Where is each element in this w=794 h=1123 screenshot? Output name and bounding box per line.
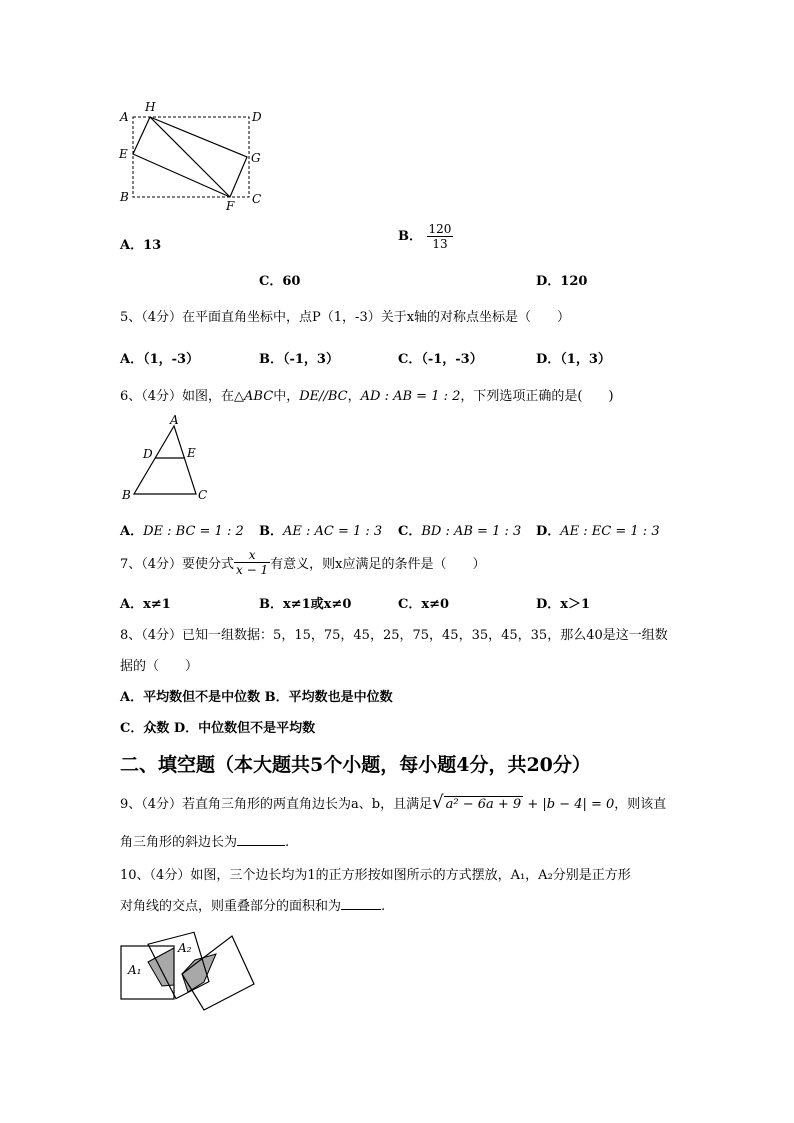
q10-line2-text: 对角线的交点，则重叠部分的面积和为 (120, 899, 342, 914)
squares-label-A1: A₁ (128, 963, 142, 977)
q6-stem-post: ，下列选项正确的是( ) (460, 389, 614, 404)
q6-option-c-label: C． (398, 524, 422, 539)
q4-option-b-fraction (427, 222, 454, 251)
triangle-figure (118, 412, 218, 504)
q4-option-b-label: B． (398, 229, 422, 244)
q9-pre: 9、（4分）若直角三角形的两直角边长为a、b，且满足 (120, 797, 433, 812)
sqrt-symbol: √ (432, 792, 444, 813)
squares-label-A2: A₂ (178, 941, 192, 955)
fig-label-D: D (252, 110, 262, 124)
q7-fraction-denominator: x − 1 (236, 563, 269, 577)
q8-stem-line1: 8、（4分）已知一组数据：5，15，75，45，25，75，45，35，45，35，那么40是这一组数 (120, 628, 668, 643)
q4-option-a[interactable]: A．13 (120, 238, 162, 253)
tri-label-D: D (143, 447, 153, 461)
q10-line1: 10、（4分）如图，三个边长均为1的正方形按如图所示的方式摆放，A₁，A₂分别是正方形 (120, 868, 631, 883)
q9-answer-blank[interactable] (237, 833, 285, 846)
fig-label-F: F (226, 199, 235, 213)
q6-stem-sep: ， (347, 389, 361, 404)
q6-stem-mid: 中， (273, 389, 300, 404)
fig-label-G: G (251, 151, 261, 165)
q7-stem-pre: 7、（4分）要使分式 (120, 557, 235, 572)
fig-label-H: H (145, 100, 156, 114)
q4-option-b-denominator: 13 (432, 237, 448, 251)
q5-option-a[interactable]: A．（1，-3） (120, 352, 200, 367)
q10-end: . (381, 899, 386, 914)
section-2-heading: 二、填空题（本大题共5个小题，每小题4分，共20分） (120, 754, 591, 776)
q6-option-b[interactable] (259, 520, 382, 539)
fig-label-B: B (120, 190, 129, 204)
q9-line1 (120, 792, 666, 813)
rectangle-figure (112, 96, 272, 216)
q5-option-d[interactable]: D．（1，3） (536, 352, 611, 367)
q7-stem-post: 有意义，则x应满足的条件是（ ） (270, 557, 486, 572)
q6-stem-parallel: DE//BC (299, 389, 348, 404)
q6-option-b-label: B． (259, 524, 283, 539)
squares-figure (116, 922, 260, 1014)
q6-stem-ratio: AD : AB = 1 : 2 (360, 389, 461, 404)
q8-options-cd[interactable]: C．众数 D．中位数但不是平均数 (120, 721, 316, 736)
q6-option-d[interactable] (536, 520, 660, 539)
q7-fraction (234, 548, 270, 577)
tri-label-E: E (187, 446, 196, 460)
q9-post: ，则该直 (614, 797, 667, 812)
q6-stem (120, 385, 614, 404)
q5-stem: 5、（4分）在平面直角坐标中，点P（1，-3）关于x轴的对称点坐标是（ ） (120, 310, 571, 325)
q6-option-d-text: AE : EC = 1 : 3 (560, 524, 660, 539)
q6-option-c[interactable] (398, 520, 521, 539)
q5-option-c[interactable]: C．（-1，-3） (398, 352, 483, 367)
fig-label-C: C (252, 192, 262, 206)
q9-line2 (120, 831, 289, 850)
q6-option-a[interactable] (120, 520, 244, 539)
tri-label-C: C (198, 488, 208, 502)
tri-label-B: B (122, 488, 131, 502)
q4-option-b[interactable] (398, 222, 453, 251)
q9-line2-text: 角三角形的斜边长为 (120, 835, 238, 850)
q7-option-d[interactable]: D．x＞1 (536, 597, 591, 612)
q8-options-ab[interactable]: A．平均数但不是中位数 B．平均数也是中位数 (120, 690, 393, 705)
q4-option-b-numerator: 120 (428, 222, 452, 236)
q9-end: . (285, 835, 290, 850)
q6-stem-triangle: △ABC (234, 389, 274, 404)
q4-option-c[interactable]: C．60 (259, 274, 301, 289)
fig-label-E: E (119, 147, 128, 161)
q6-option-c-text: BD : AB = 1 : 3 (421, 524, 522, 539)
q6-option-a-label: A． (120, 524, 144, 539)
q6-option-b-text: AE : AC = 1 : 3 (283, 524, 383, 539)
q8-stem-line2: 据的（ ） (120, 659, 199, 674)
q7-option-a[interactable]: A．x≠1 (120, 597, 171, 612)
q4-option-d[interactable]: D．120 (536, 274, 588, 289)
tri-label-A: A (170, 413, 179, 427)
q9-abs-part: + |b − 4| = 0 (523, 797, 615, 812)
q10-line2 (120, 895, 385, 914)
q7-fraction-numerator: x (234, 548, 270, 563)
q9-radicand: a² − 6a + 9 (445, 797, 522, 812)
q7-option-b[interactable]: B．x≠1或x≠0 (259, 597, 352, 612)
q6-option-a-text: DE : BC = 1 : 2 (143, 524, 244, 539)
q6-option-d-label: D． (536, 524, 561, 539)
q7-stem (120, 548, 485, 577)
q10-answer-blank[interactable] (341, 897, 381, 910)
q7-option-c[interactable]: C．x≠0 (398, 597, 450, 612)
q5-option-b[interactable]: B．（-1，3） (259, 352, 339, 367)
fig-label-A: A (120, 110, 129, 124)
q6-stem-pre: 6、（4分）如图，在 (120, 389, 235, 404)
